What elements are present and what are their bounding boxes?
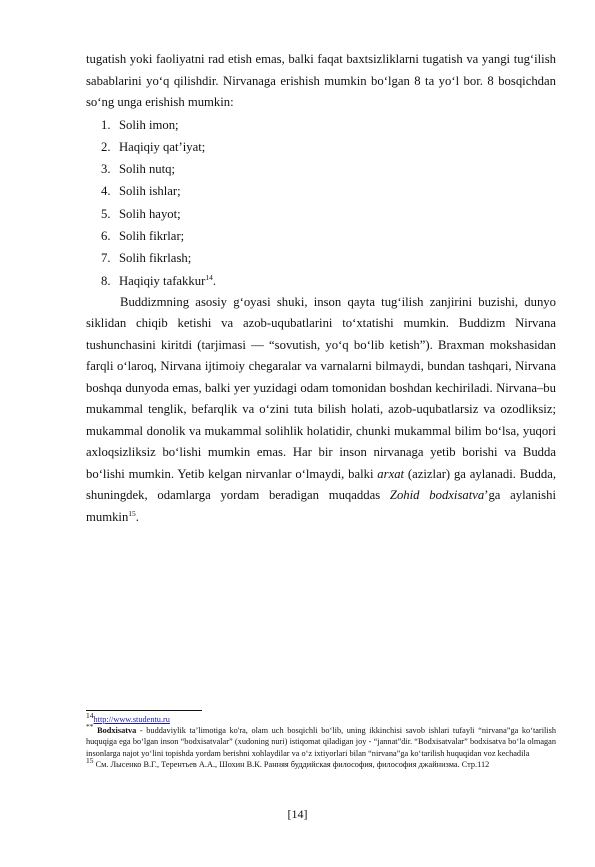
- footnote-14: $^{14}$http://www.studentu.ru: [86, 711, 170, 724]
- footnote-ref-14[interactable]: 14: [205, 272, 213, 282]
- steps-list: [86, 114, 556, 292]
- arxat-term: arxat: [377, 466, 405, 481]
- list-item: 2. Haqiqiy qat’iyat;: [101, 139, 206, 154]
- footnote-15: $^{15}$ См. Лысенко В.Г., Терентьев А.А., Шохин В.К. Ранняя буддийская философия, философия джайнизма. Стр.112: [86, 756, 490, 769]
- footnote-bodxisatva: ** Bodxisatva - buddaviylik ta’limotiga ko'ra, olam uch bosqichli bo‘lib, uning ikkinchisi savob ishlari tufayli “nirvana”ga ko‘tarilish huquqiga ega bo‘lgan inson “bodxisatvalar” (xudoning nuri) istiqomat qiladigan joy - “jannat”dir. “Bodxisatvalar” bodxisatva bo‘la olmagan insonlarga najot yo‘lini topishda yordam berishni xohlaydilar va o‘z ixtiyorlari bilan “nirvana”ga ko‘tarilish huquqidan voz kechadila: [86, 722, 556, 758]
- list-item: 5. Solih hayot;: [101, 206, 181, 221]
- footnote-link[interactable]: http://www.studentu.ru: [93, 715, 170, 724]
- intro-paragraph: tugatish yoki faoliyatni rad etish emas, balki faqat baxtsizliklarni tugatish va yangi tug‘ilish sabablarini yo‘q qilishdir. Nirvanaga erishish mumkin bo‘lgan 8 ta yo‘l bor. 8 bosqichdan so‘ng unga erishish mumkin:: [86, 52, 556, 109]
- list-item: 3. Solih nutq;: [101, 162, 176, 177]
- zohid-term: Zohid bodxisatva: [389, 488, 485, 503]
- list-item: 7. Solih fikrlash;: [101, 251, 192, 266]
- list-item: 6. Solih fikrlar;: [101, 228, 185, 243]
- list-item: 1. Solih imon;: [101, 117, 179, 132]
- main-text: [86, 49, 556, 528]
- footnote-ref-15[interactable]: 15: [128, 508, 136, 518]
- list-item: 8. Haqiqiy tafakkur$^{14}$.: [101, 272, 216, 288]
- footnote-separator: [86, 710, 202, 711]
- main-paragraph: Buddizmning asosiy g‘oyasi shuki, inson qayta tug‘ilish zanjirini buzishi, dunyo siklidan chiqib ketishi va azob-uqubatlarini to‘xtatishi mumkin. Buddizm Nirvana tushunchasini kiritdi (tarjimasi — “sovutish, yo‘q bo‘lib ketish”). Braxman mokshasidan farqli o‘laroq, Nirvana ijtimoiy chegaralar va varnalarni bilmaydi, bundan tashqari, Nirvana boshqa dunyoda emas, balki yer yuzidagi odam tomonidan boshdan kechiriladi. Nirvana–bu mukammal tenglik, befarqlik va o‘zini tuta bilish holati, azob-uqubatlarsiz va ozodliksiz; mukammal donolik va mukammal solihlik holatidir, chunki mukammal bilim bo‘lsa, yuqori axloqsizliksiz bo‘lishi mumkin emas. Har bir inson nirvanaga yetib borishi va Budda bo‘lishi mumkin. Yetib kelgan nirvanlar o‘lmaydi, balki arxat (azizlar) ga aylanadi. Budda, shuningdek, odamlarga yordam beradigan muqaddas Zohid bodxisatva’ga aylanishi mumkin$^{15}$.: [86, 294, 556, 524]
- list-item: 4. Solih ishlar;: [101, 184, 181, 199]
- page-number: [14]: [287, 807, 308, 821]
- footnotes: [86, 711, 556, 770]
